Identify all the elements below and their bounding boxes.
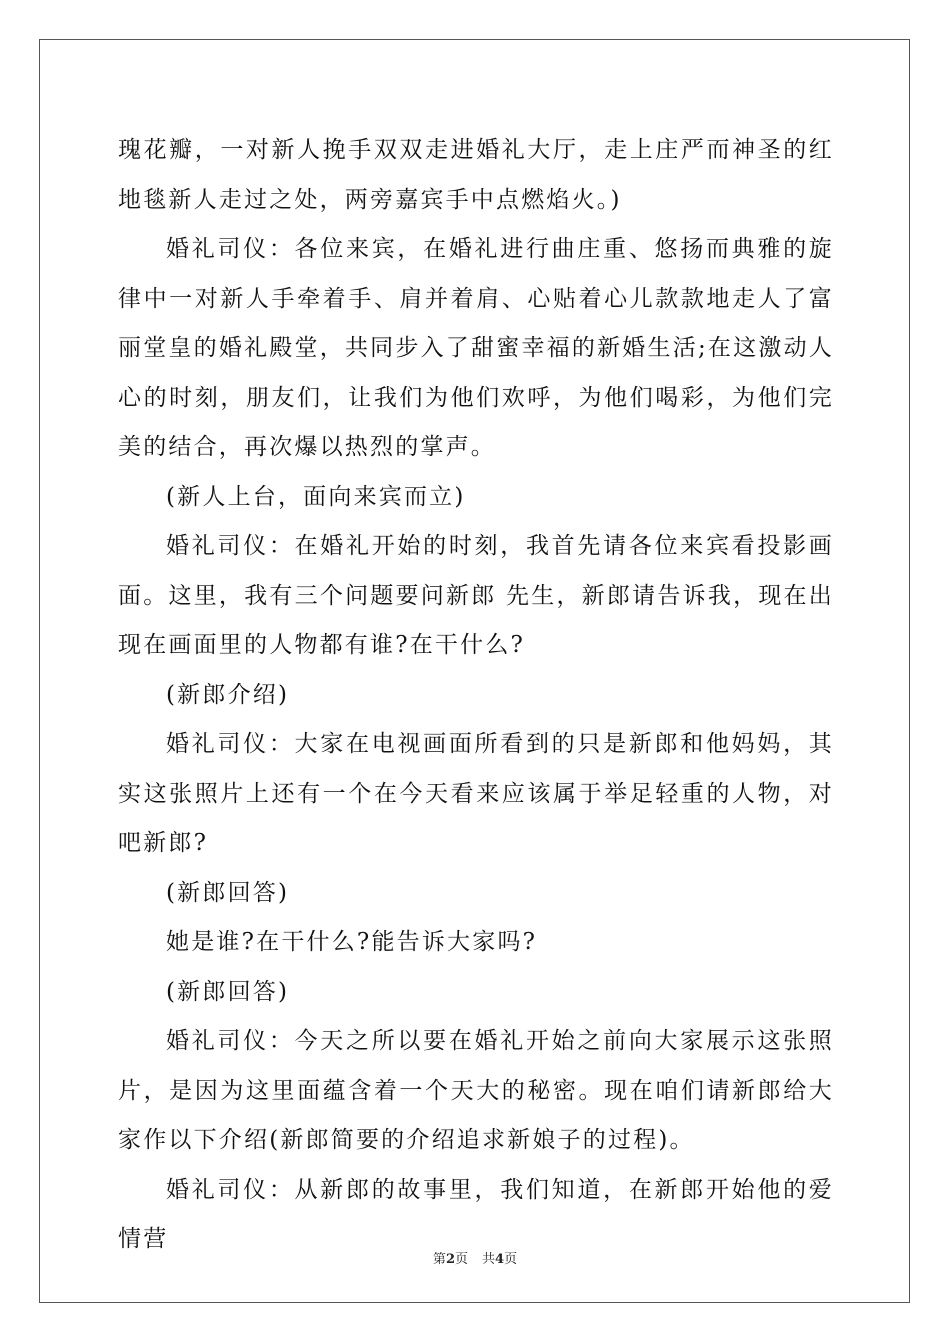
total-pages: 4 bbox=[495, 1252, 505, 1267]
paragraph: 婚礼司仪：各位来宾，在婚礼进行曲庄重、悠扬而典雅的旋律中一对新人手牵着手、肩并着肩、心贴着心儿款款地走人了富丽堂皇的婚礼殿堂，共同步入了甜蜜幸福的新婚生活;在这激动人心的时刻，朋友们，让我们为他们欢呼，为他们喝彩，为他们完美的结合，再次爆以热烈的掌声。 bbox=[118, 236, 834, 460]
document-body bbox=[118, 126, 834, 1265]
page-suffix: 页 bbox=[454, 1252, 468, 1267]
paragraph: (新人上台，面向来宾而立) bbox=[166, 483, 466, 510]
page-total bbox=[482, 1252, 517, 1267]
paragraph: 婚礼司仪：从新郎的故事里，我们知道，在新郎开始他的爱情营 bbox=[118, 1176, 834, 1252]
paragraph: 婚礼司仪：今天之所以要在婚礼开始之前向大家展示这张照片，是因为这里面蕴含着一个天大的秘密。现在咱们请新郎给大家作以下介绍(新郎简要的介绍追求新娘子的过程)。 bbox=[118, 1028, 834, 1153]
current-page: 2 bbox=[445, 1252, 455, 1267]
paragraph: 婚礼司仪：在婚礼开始的时刻，我首先请各位来宾看投影画面。这里，我有三个问题要问新郎 先生，新郎请告诉我，现在出现在画面里的人物都有谁?在干什么? bbox=[118, 533, 834, 658]
paragraph: (新郎回答) bbox=[166, 879, 290, 906]
paragraph: 婚礼司仪：大家在电视画面所看到的只是新郎和他妈妈，其实这张照片上还有一个在今天看来应该属于举足轻重的人物，对吧新郎? bbox=[118, 731, 834, 856]
page-prefix: 第 bbox=[432, 1252, 446, 1267]
total-prefix: 共 bbox=[482, 1252, 496, 1267]
page-number bbox=[433, 1252, 468, 1267]
paragraph: 她是谁?在干什么?能告诉大家吗? bbox=[166, 929, 538, 955]
paragraph: (新郎回答) bbox=[166, 978, 290, 1005]
total-suffix: 页 bbox=[504, 1252, 518, 1267]
page-footer bbox=[0, 1248, 950, 1267]
paragraph: 瑰花瓣，一对新人挽手双双走进婚礼大厅，走上庄严而神圣的红地毯新人走过之处，两旁嘉宾手中点燃焰火。) bbox=[118, 137, 834, 213]
paragraph: (新郎介绍) bbox=[166, 681, 290, 708]
